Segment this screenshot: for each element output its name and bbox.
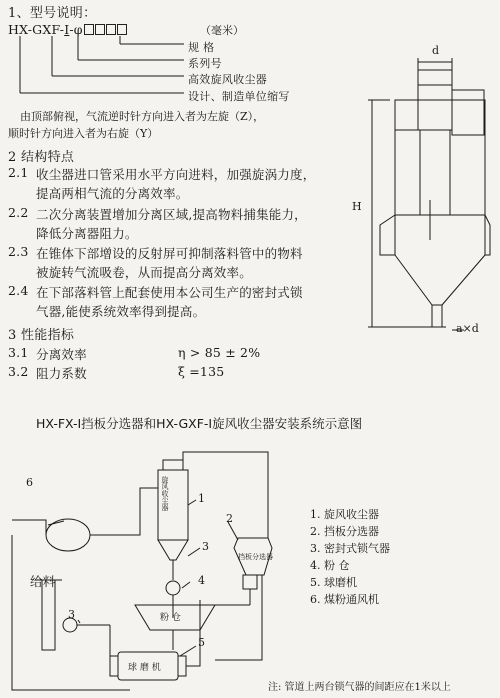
- dim-d-label: d: [432, 44, 440, 57]
- item-2-4-num: 2.4: [8, 283, 29, 298]
- item-2-3-line2: 被旋转气流吸卷，从而提高分离效率。: [36, 265, 252, 280]
- callout-maker: 设计、制造单位缩写: [188, 90, 290, 103]
- item-2-1-num: 2.1: [8, 165, 29, 180]
- section2-heading: 2 结构特点: [8, 150, 75, 165]
- callout-number: 3: [68, 608, 75, 621]
- rotation-note-1: 由顶部俯视，气流逆时针方向进入者为左旋（Z），: [20, 110, 265, 123]
- item-2-4-line1: 在下部落料管上配套使用本公司生产的密封式锁: [36, 285, 303, 300]
- item-2-4-line2: 气器,能使系统效率得到提高。: [36, 304, 206, 319]
- legend-item: 1. 旋风收尘器: [310, 508, 379, 521]
- item-2-2-line2: 降低分离器阻力。: [36, 226, 138, 241]
- model-callout-leaders: [20, 36, 184, 93]
- system-title: HX-FX-Ⅰ挡板分选器和HX-GXF-Ⅰ旋风收尘器安装系统示意图: [36, 416, 363, 431]
- section3-heading: 3 性能指标: [8, 328, 75, 343]
- silo-label: 粉 仓: [160, 613, 181, 623]
- item-2-3-line1: 在锥体下部增设的反射屏可抑制落料管中的物料: [36, 246, 303, 261]
- callout-series: 系列号: [188, 57, 222, 70]
- callout-number: 2: [226, 512, 233, 525]
- perf-3-2-value: ξ =135: [178, 364, 225, 379]
- item-2-1-line1: 收尘器进口管采用水平方向进料，加强旋涡力度，: [36, 167, 316, 182]
- legend-item: 5. 球磨机: [310, 576, 357, 589]
- item-2-3-num: 2.3: [8, 244, 29, 259]
- feed-label: 给料: [30, 574, 56, 589]
- cyclone-label: 旋风收尘器: [161, 476, 169, 511]
- callout-number: 3: [202, 540, 209, 553]
- dim-H-label: H: [352, 200, 362, 213]
- footnote: 注: 管道上两台锁气器的间距应在1米以上: [268, 682, 451, 693]
- callout-number: 5: [198, 636, 205, 649]
- callout-spec: 规 格: [188, 41, 215, 54]
- model-unit: （毫米）: [200, 24, 244, 37]
- model-prefix: HX-GXF-: [8, 22, 65, 37]
- item-2-1-line2: 提高两相气流的分离效率。: [36, 186, 189, 201]
- legend-item: 6. 煤粉通风机: [310, 593, 379, 606]
- legend-item: 4. 粉 仓: [310, 559, 350, 572]
- section1-heading: 1、型号说明：: [8, 6, 97, 21]
- system-diagram: [12, 452, 272, 690]
- callout-number: 4: [198, 574, 205, 587]
- perf-3-2-num: 3.2: [8, 364, 29, 379]
- dim-ad-label: a×d: [456, 322, 479, 335]
- cyclone-elevation-drawing: [368, 58, 490, 330]
- perf-3-2-label: 阻力系数: [36, 366, 87, 381]
- item-2-2-num: 2.2: [8, 205, 29, 220]
- separator-label: 挡板分选器: [238, 553, 273, 561]
- callout-number: 6: [26, 476, 33, 489]
- perf-3-1-num: 3.1: [8, 345, 29, 360]
- rotation-note-2: 顺时针方向进入者为右旋（Y）: [8, 127, 159, 140]
- model-roman: Ⅰ: [64, 22, 70, 37]
- legend-item: 3. 密封式锁气器: [310, 542, 390, 555]
- perf-3-1-value: η > 85 ± 2%: [178, 345, 261, 360]
- callout-product: 高效旋风收尘器: [188, 73, 268, 86]
- system-legend: [310, 506, 390, 608]
- legend-item: 2. 挡板分选器: [310, 525, 379, 538]
- perf-3-1-label: 分离效率: [36, 347, 87, 362]
- item-2-2-line1: 二次分离装置增加分离区域,提高物料捕集能力，: [36, 207, 307, 222]
- mill-label: 球 磨 机: [128, 663, 161, 673]
- model-phi: -φ: [69, 22, 83, 37]
- callout-number: 1: [198, 492, 205, 505]
